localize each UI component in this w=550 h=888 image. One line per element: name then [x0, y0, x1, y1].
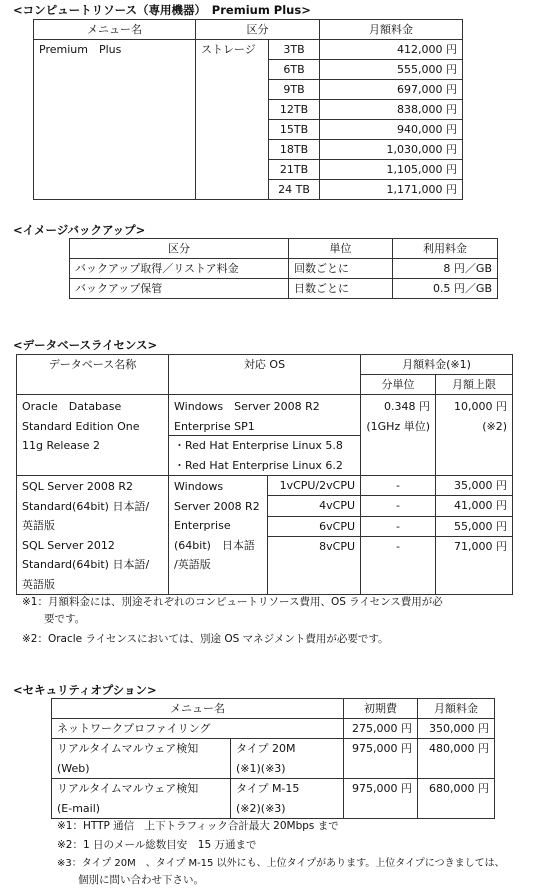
header-unit: 単位 — [289, 239, 393, 259]
storage-size: 6TB — [269, 60, 320, 80]
oracle-os: Windows Server 2008 R2 Enterprise SP1 ・Red Hat Enterprise Linux 5.8 ・Red Hat Enterprise Linux 6.2 — [169, 395, 361, 476]
storage-price: 838,000 円 — [320, 100, 463, 120]
db-note-2: ※2：Oracle ライセンスにおいては、別途 OS マネジメント費用が必要です。 — [22, 633, 389, 645]
oracle-name: Oracle Database Standard Edition One 11g Release 2 — [17, 395, 169, 476]
compute-category: ストレージ — [196, 40, 269, 200]
header-menu: メニュー名 — [34, 20, 196, 40]
sql-per-minute: - — [361, 476, 436, 496]
backup-category: バックアップ取得／リストア料金 — [70, 259, 289, 279]
sql-name: SQL Server 2008 R2 Standard(64bit) 日本語/ 英語版 SQL Server 2012 Standard(64bit) 日本語/ 英語版 — [17, 476, 169, 595]
storage-price: 1,030,000 円 — [320, 140, 463, 160]
compute-header-row — [34, 20, 463, 40]
compute-heading: <コンピュートリソース（専用機器） Premium Plus> — [13, 3, 311, 17]
oracle-per-minute: 0.348 円 (1GHz 単位) — [361, 395, 436, 476]
compute-menu-name: Premium Plus — [34, 40, 196, 200]
security-heading: <セキュリティオプション> — [13, 683, 157, 697]
storage-price: 940,000 円 — [320, 120, 463, 140]
header-fee: 利用料金 — [393, 239, 498, 259]
table-row — [52, 719, 495, 739]
security-table — [51, 698, 495, 819]
sql-per-minute: - — [361, 536, 436, 594]
security-note-2: ※2：1 日のメール総数目安 15 万通まで — [57, 839, 257, 851]
header-monthly: 月額料金 — [320, 20, 463, 40]
sql-per-minute: - — [361, 516, 436, 536]
header-category: 区分 — [196, 20, 320, 40]
web-monthly: 480,000 円 — [418, 739, 495, 779]
backup-header-row — [70, 239, 498, 259]
security-note-3-cont: 個別に問い合わせ下さい。 — [78, 874, 204, 886]
table-row — [52, 739, 495, 779]
db-note-1: ※1：月額料金には、別途それぞれのコンピュートリソース費用、OS ライセンス費用が必 — [22, 596, 443, 608]
backup-unit: 日数ごとに — [289, 279, 393, 299]
sql-cpu: 1vCPU/2vCPU — [268, 476, 361, 496]
security-header-row — [52, 699, 495, 719]
table-row — [70, 279, 498, 299]
storage-price: 412,000 円 — [320, 40, 463, 60]
backup-price: 0.5 円／GB — [393, 279, 498, 299]
oracle-cap: 10,000 円 (※2) — [436, 395, 513, 476]
sql-cpu: 4vCPU — [268, 496, 361, 516]
sql-cap: 55,000 円 — [436, 516, 513, 536]
storage-size: 12TB — [269, 100, 320, 120]
storage-size: 3TB — [269, 40, 320, 60]
db-table — [16, 354, 513, 595]
mail-type: タイプ M-15 (※2)(※3) — [231, 779, 344, 819]
profiling-initial: 275,000 円 — [344, 719, 418, 739]
storage-size: 15TB — [269, 120, 320, 140]
web-initial: 975,000 円 — [344, 739, 418, 779]
backup-price: 8 円／GB — [393, 259, 498, 279]
storage-price: 697,000 円 — [320, 80, 463, 100]
storage-size: 9TB — [269, 80, 320, 100]
backup-table — [69, 238, 498, 299]
header-category: 区分 — [70, 239, 289, 259]
table-row — [70, 259, 498, 279]
db-header-row — [17, 355, 513, 375]
backup-category: バックアップ保管 — [70, 279, 289, 299]
header-monthly: 月額料金(※1) — [361, 355, 513, 375]
sql-cap: 35,000 円 — [436, 476, 513, 496]
storage-size: 21TB — [269, 160, 320, 180]
mail-monthly: 680,000 円 — [418, 779, 495, 819]
header-initial: 初期費 — [344, 699, 418, 719]
backup-unit: 回数ごとに — [289, 259, 393, 279]
sql-cap: 41,000 円 — [436, 496, 513, 516]
storage-price: 1,105,000 円 — [320, 160, 463, 180]
security-note-1: ※1：HTTP 通信 上下トラフィック合計最大 20Mbps まで — [57, 820, 339, 832]
web-malware-name: リアルタイムマルウェア検知 (Web) — [52, 739, 231, 779]
backup-heading: <イメージバックアップ> — [13, 223, 146, 237]
table-row — [17, 476, 513, 496]
mail-initial: 975,000 円 — [344, 779, 418, 819]
header-db-name: データベース名称 — [17, 355, 169, 395]
table-row — [52, 779, 495, 819]
sql-per-minute: - — [361, 496, 436, 516]
security-note-3: ※3：タイプ 20M 、タイプ M-15 以外にも、上位タイプがあります。上位タイプにつきましては、 — [57, 858, 505, 869]
table-row — [17, 395, 513, 476]
sql-cpu: 6vCPU — [268, 516, 361, 536]
profiling-monthly: 350,000 円 — [418, 719, 495, 739]
db-heading: <データベースライセンス> — [13, 338, 158, 352]
table-row — [34, 40, 463, 60]
sql-os: Windows Server 2008 R2 Enterprise (64bit) 日本語 /英語版 — [169, 476, 268, 595]
header-os: 対応 OS — [169, 355, 361, 395]
header-monthly-cap: 月額上限 — [436, 375, 513, 395]
header-menu: メニュー名 — [52, 699, 344, 719]
storage-size: 24 TB — [269, 180, 320, 200]
profiling-name: ネットワークプロファイリング — [52, 719, 344, 739]
header-per-minute: 分単位 — [361, 375, 436, 395]
db-note-1-cont: 要です。 — [44, 613, 86, 625]
storage-size: 18TB — [269, 140, 320, 160]
sql-cap: 71,000 円 — [436, 536, 513, 594]
storage-price: 555,000 円 — [320, 60, 463, 80]
compute-table — [33, 19, 463, 200]
mail-malware-name: リアルタイムマルウェア検知 (E-mail) — [52, 779, 231, 819]
header-monthly: 月額料金 — [418, 699, 495, 719]
sql-cpu: 8vCPU — [268, 536, 361, 594]
storage-price: 1,171,000 円 — [320, 180, 463, 200]
web-type: タイプ 20M (※1)(※3) — [231, 739, 344, 779]
